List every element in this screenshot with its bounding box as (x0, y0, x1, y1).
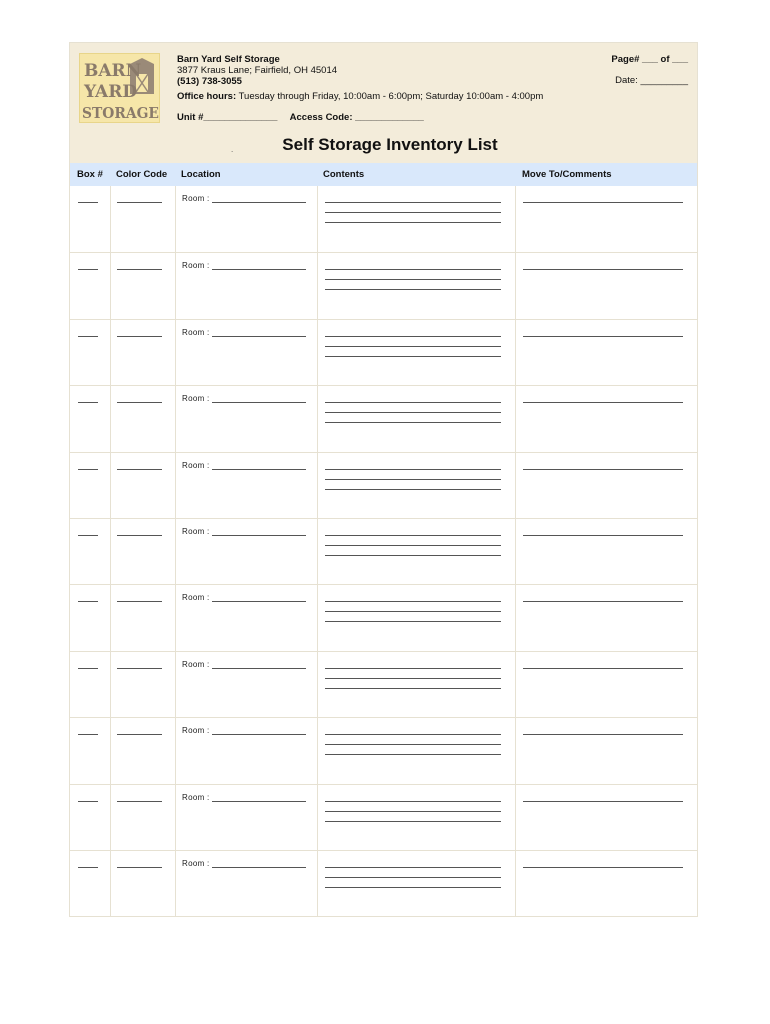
inventory-row (70, 717, 697, 783)
column-divider (175, 519, 176, 584)
column-divider (175, 253, 176, 318)
column-divider (175, 186, 176, 252)
inventory-row (70, 452, 697, 518)
box-number-blank[interactable] (78, 469, 98, 470)
room-label: Room : (182, 327, 210, 337)
contents-line-1[interactable] (325, 734, 501, 735)
column-divider (515, 386, 516, 451)
color-code-blank[interactable] (117, 668, 162, 669)
column-divider (317, 453, 318, 518)
page-title: Self Storage Inventory List (282, 135, 498, 154)
color-code-blank[interactable] (117, 469, 162, 470)
contents-line-1[interactable] (325, 535, 501, 536)
color-code-blank[interactable] (117, 601, 162, 602)
inventory-row (70, 252, 697, 318)
inventory-row (70, 385, 697, 451)
column-divider (317, 386, 318, 451)
room-blank[interactable] (212, 469, 306, 470)
contents-line-1[interactable] (325, 469, 501, 470)
room-label: Room : (182, 858, 210, 868)
move-to-blank[interactable] (523, 469, 683, 470)
room-blank[interactable] (212, 734, 306, 735)
column-divider (317, 652, 318, 717)
column-divider (110, 453, 111, 518)
column-header-row (70, 163, 697, 186)
move-to-blank[interactable] (523, 734, 683, 735)
column-divider (175, 386, 176, 451)
contents-line-3[interactable] (325, 489, 501, 490)
move-to-blank[interactable] (523, 601, 683, 602)
date-field[interactable]: Date: _________ (615, 75, 688, 86)
box-number-blank[interactable] (78, 668, 98, 669)
column-divider (110, 253, 111, 318)
contents-line-2[interactable] (325, 744, 501, 745)
company-name: Barn Yard Self Storage (177, 54, 280, 65)
column-divider (317, 718, 318, 783)
column-divider (515, 585, 516, 650)
contents-line-1[interactable] (325, 202, 501, 203)
room-label: Room : (182, 726, 210, 736)
contents-line-2[interactable] (325, 811, 501, 812)
contents-line-2[interactable] (325, 279, 501, 280)
color-code-blank[interactable] (117, 269, 162, 270)
column-divider (317, 585, 318, 650)
column-divider (515, 453, 516, 518)
color-code-blank[interactable] (117, 402, 162, 403)
box-number-blank[interactable] (78, 402, 98, 403)
column-divider (317, 253, 318, 318)
move-to-blank[interactable] (523, 402, 683, 403)
color-code-blank[interactable] (117, 734, 162, 735)
contents-line-3[interactable] (325, 688, 501, 689)
company-info (177, 54, 337, 87)
room-blank[interactable] (212, 668, 306, 669)
contents-line-3[interactable] (325, 887, 501, 888)
column-header-color-code: Color Code (116, 169, 168, 180)
column-divider (175, 453, 176, 518)
room-label: Room : (182, 792, 210, 802)
office-hours-label: Office hours: (177, 91, 237, 102)
column-divider (175, 851, 176, 916)
header-band (70, 43, 697, 163)
column-divider (515, 253, 516, 318)
contents-line-3[interactable] (325, 422, 501, 423)
column-divider (317, 785, 318, 850)
color-code-blank[interactable] (117, 801, 162, 802)
contents-line-2[interactable] (325, 212, 501, 213)
contents-line-1[interactable] (325, 269, 501, 270)
inventory-row (70, 584, 697, 650)
inventory-row (70, 651, 697, 717)
room-blank[interactable] (212, 867, 306, 868)
column-divider (317, 851, 318, 916)
column-header-location: Location (181, 169, 221, 180)
contents-line-2[interactable] (325, 412, 501, 413)
inventory-row (70, 784, 697, 850)
column-header-move-to: Move To/Comments (522, 169, 612, 180)
box-number-blank[interactable] (78, 867, 98, 868)
move-to-blank[interactable] (523, 801, 683, 802)
column-divider (110, 851, 111, 916)
inventory-row (70, 319, 697, 385)
contents-line-2[interactable] (325, 611, 501, 612)
column-divider (317, 320, 318, 385)
inventory-rows (70, 186, 697, 916)
move-to-blank[interactable] (523, 668, 683, 669)
column-header-contents: Contents (323, 169, 365, 180)
contents-line-2[interactable] (325, 545, 501, 546)
contents-line-1[interactable] (325, 336, 501, 337)
move-to-blank[interactable] (523, 535, 683, 536)
color-code-blank[interactable] (117, 336, 162, 337)
column-divider (110, 785, 111, 850)
room-label: Room : (182, 593, 210, 603)
box-number-blank[interactable] (78, 336, 98, 337)
column-divider (175, 585, 176, 650)
svg-text:STORAGE: STORAGE (82, 104, 159, 122)
room-label: Room : (182, 659, 210, 669)
contents-line-3[interactable] (325, 821, 501, 822)
column-divider (515, 785, 516, 850)
column-divider (515, 652, 516, 717)
room-blank[interactable] (212, 336, 306, 337)
contents-line-2[interactable] (325, 678, 501, 679)
move-to-blank[interactable] (523, 336, 683, 337)
contents-line-3[interactable] (325, 621, 501, 622)
column-divider (175, 785, 176, 850)
contents-line-1[interactable] (325, 867, 501, 868)
unit-access-line (177, 112, 434, 123)
column-divider (110, 320, 111, 385)
contents-line-2[interactable] (325, 346, 501, 347)
access-code-field[interactable]: Access Code: _____________ (289, 112, 424, 123)
logo-graphic (80, 54, 160, 123)
column-divider (110, 718, 111, 783)
office-hours-text: Tuesday through Friday, 10:00am - 6:00pm; Saturday 10:00am - 4:00pm (238, 91, 544, 102)
contents-line-3[interactable] (325, 555, 501, 556)
column-divider (110, 519, 111, 584)
move-to-blank[interactable] (523, 202, 683, 203)
contents-line-1[interactable] (325, 668, 501, 669)
room-blank[interactable] (212, 535, 306, 536)
contents-line-2[interactable] (325, 877, 501, 878)
column-header-box: Box # (77, 169, 103, 180)
box-number-blank[interactable] (78, 202, 98, 203)
inventory-row (70, 850, 697, 916)
column-divider (317, 186, 318, 252)
room-blank[interactable] (212, 402, 306, 403)
column-divider (515, 519, 516, 584)
room-label: Room : (182, 460, 210, 470)
move-to-blank[interactable] (523, 269, 683, 270)
column-divider (175, 320, 176, 385)
inventory-sheet (69, 42, 698, 917)
company-address: 3877 Kraus Lane; Fairfield, OH 45014 (177, 65, 338, 76)
unit-field[interactable]: Unit #______________ (177, 112, 278, 123)
room-blank[interactable] (212, 601, 306, 602)
page-number-field[interactable]: Page# ___ of ___ (611, 54, 688, 65)
column-divider (110, 186, 111, 252)
box-number-blank[interactable] (78, 601, 98, 602)
room-label: Room : (182, 526, 210, 536)
column-divider (515, 851, 516, 916)
barn-yard-logo (79, 53, 160, 123)
box-number-blank[interactable] (78, 269, 98, 270)
contents-line-3[interactable] (325, 289, 501, 290)
color-code-blank[interactable] (117, 535, 162, 536)
room-blank[interactable] (212, 801, 306, 802)
contents-line-1[interactable] (325, 801, 501, 802)
inventory-row (70, 518, 697, 584)
box-number-blank[interactable] (78, 801, 98, 802)
column-divider (317, 519, 318, 584)
office-hours (177, 91, 543, 102)
inventory-row (70, 186, 697, 252)
column-divider (110, 585, 111, 650)
column-divider (175, 652, 176, 717)
move-to-blank[interactable] (523, 867, 683, 868)
svg-text:BARN: BARN (84, 61, 142, 81)
box-number-blank[interactable] (78, 734, 98, 735)
column-divider (175, 718, 176, 783)
contents-line-3[interactable] (325, 754, 501, 755)
column-divider (110, 652, 111, 717)
room-blank[interactable] (212, 202, 306, 203)
room-label: Room : (182, 394, 210, 404)
title-mark: . (231, 145, 234, 154)
color-code-blank[interactable] (117, 202, 162, 203)
room-blank[interactable] (212, 269, 306, 270)
contents-line-2[interactable] (325, 479, 501, 480)
column-divider (515, 718, 516, 783)
company-phone: (513) 738-3055 (177, 76, 242, 87)
contents-line-3[interactable] (325, 356, 501, 357)
contents-line-3[interactable] (325, 222, 501, 223)
column-divider (515, 186, 516, 252)
room-label: Room : (182, 261, 210, 271)
contents-line-1[interactable] (325, 601, 501, 602)
room-label: Room : (182, 194, 210, 203)
svg-text:YARD: YARD (84, 82, 138, 102)
column-divider (515, 320, 516, 385)
box-number-blank[interactable] (78, 535, 98, 536)
contents-line-1[interactable] (325, 402, 501, 403)
column-divider (110, 386, 111, 451)
color-code-blank[interactable] (117, 867, 162, 868)
